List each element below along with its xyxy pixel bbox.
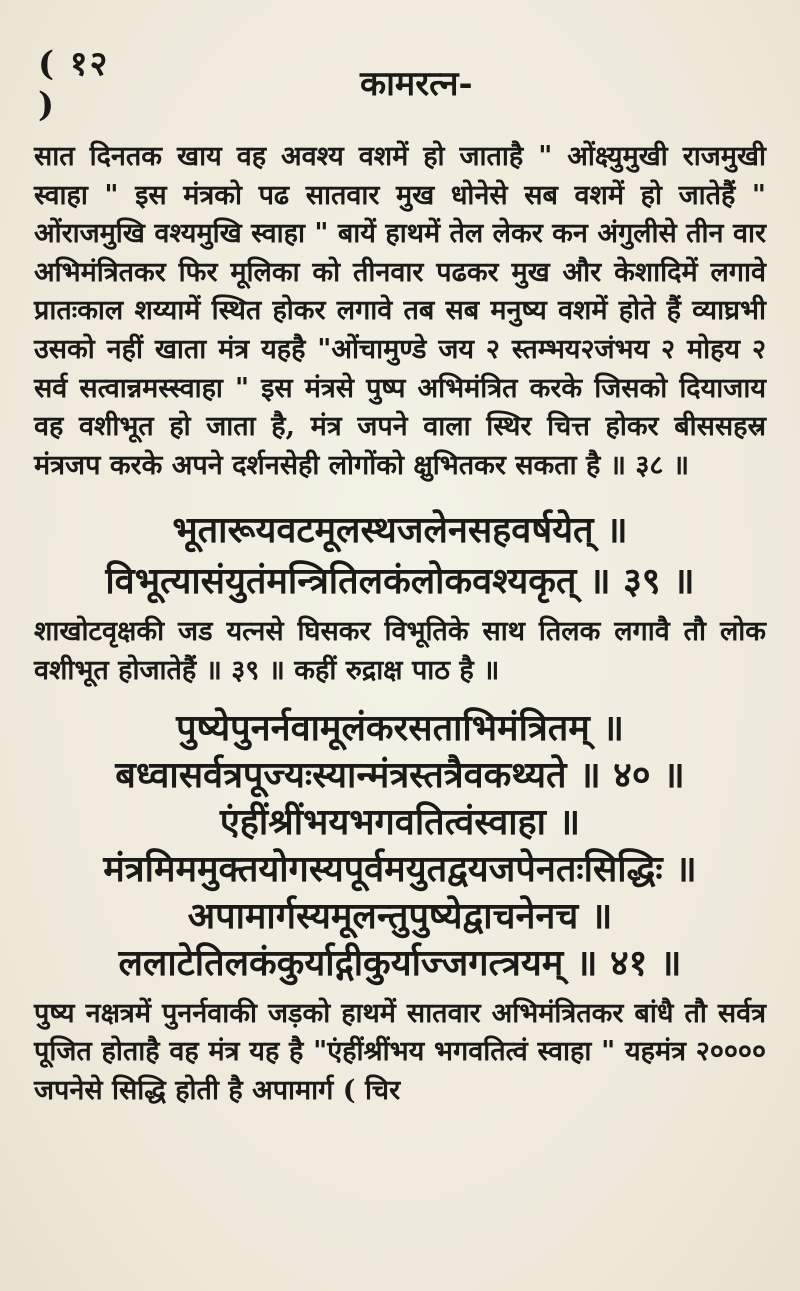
verse-3-line-2: अपामार्गस्यमूलन्तुपुष्येद्वाचनेनच ॥ — [187, 894, 613, 937]
verse-2-line-2: बध्वासर्वत्रपूज्यःस्यान्मंत्रस्तत्रैवकथ्यते ॥ ४० ॥ — [115, 753, 685, 796]
verse-2-line-3: एंहींश्रींभयभगवतित्वंस्वाहा ॥ — [219, 800, 581, 843]
paragraph-2: शाखोटवृक्षकी जड यत्नसे घिसकर विभूतिके साथ तिलक लगावै तौ लोक वशीभूत होजातेहैं ॥ ३९ ॥ कहीं रुद्राक्ष पाठ है ॥ — [34, 616, 766, 686]
verse-3-line-1: मंत्रमिममुक्तयोगस्यपूर्वमयुतद्वयजपेनतःसिद्धिः ॥ — [103, 847, 697, 890]
page-number: ( १२ ) — [38, 44, 110, 125]
verse-2-line-1: पुष्येपुनर्नवामूलंकरसताभिमंत्रितम् ॥ — [176, 706, 624, 749]
paragraph-1: सात दिनतक खाय वह अवश्य वशमें हो जाताहै " ओंक्ष्युमुखी राजमुखी स्वाहा " इस मंत्रको पढ सातवार मुख धोनेसे सब वशमें हो जातेहैं " ओंराजमुखि वश्यमुखि स्वाहा " बायें हाथमें तेल लेकर कन अंगुलीसे तीन वार अभिमंत्रितकर फिर मूलिका को तीनवार पढकर मुख और केशादिमें लगावे प्रातःकाल शय्यामें स्थित होकर लगावे तब सब मनुष्य वशमें होते हैं व्याघ्रभी उसको नहीं खाता मंत्र यहहै "ओंचामुण्डे जय २ स्तम्भय२जंभय २ मोहय २ सर्व सत्वान्नमस्स्वाहा " इस मंत्रसे पुष्प अभिमंत्रित करके जिसको दियाजाय वह वशीभूत हो जाता है, मंत्र जपने वाला स्थिर चित्त होकर बीससहस्र मंत्रजप करके अपने दर्शनसेही लोगोंको क्षुभितकर सकता है ॥ ३८ ॥ — [34, 141, 766, 481]
running-title: कामरत्न- — [360, 64, 473, 104]
paragraph-3: पुष्य नक्षत्रमें पुनर्नवाकी जड़को हाथमें सातवार अभिमंत्रितकर बांधै तौ सर्वत्र पूजित होताहै वह मंत्र यह है "एंहींश्रींभय भगवतित्वं स्वाहा " यहमंत्र २०००० जपनेसे सिद्धि होती है अपामार्ग ( चिर — [34, 997, 766, 1106]
verse-1-line-2: विभूत्यासंयुतंमन्त्रितिलकंलोकवश्यकृत् ॥ ३९ ॥ — [105, 560, 695, 603]
verse-1-line-1: भूतारूयवटमूलस्थजलेनसहवर्षयेत् ॥ — [172, 509, 628, 552]
verse-3-line-3: ललाटेतिलकंकुर्याद्गीकुर्याज्जगत्त्रयम् ॥ ४१ ॥ — [118, 941, 682, 984]
page-header — [34, 44, 766, 125]
